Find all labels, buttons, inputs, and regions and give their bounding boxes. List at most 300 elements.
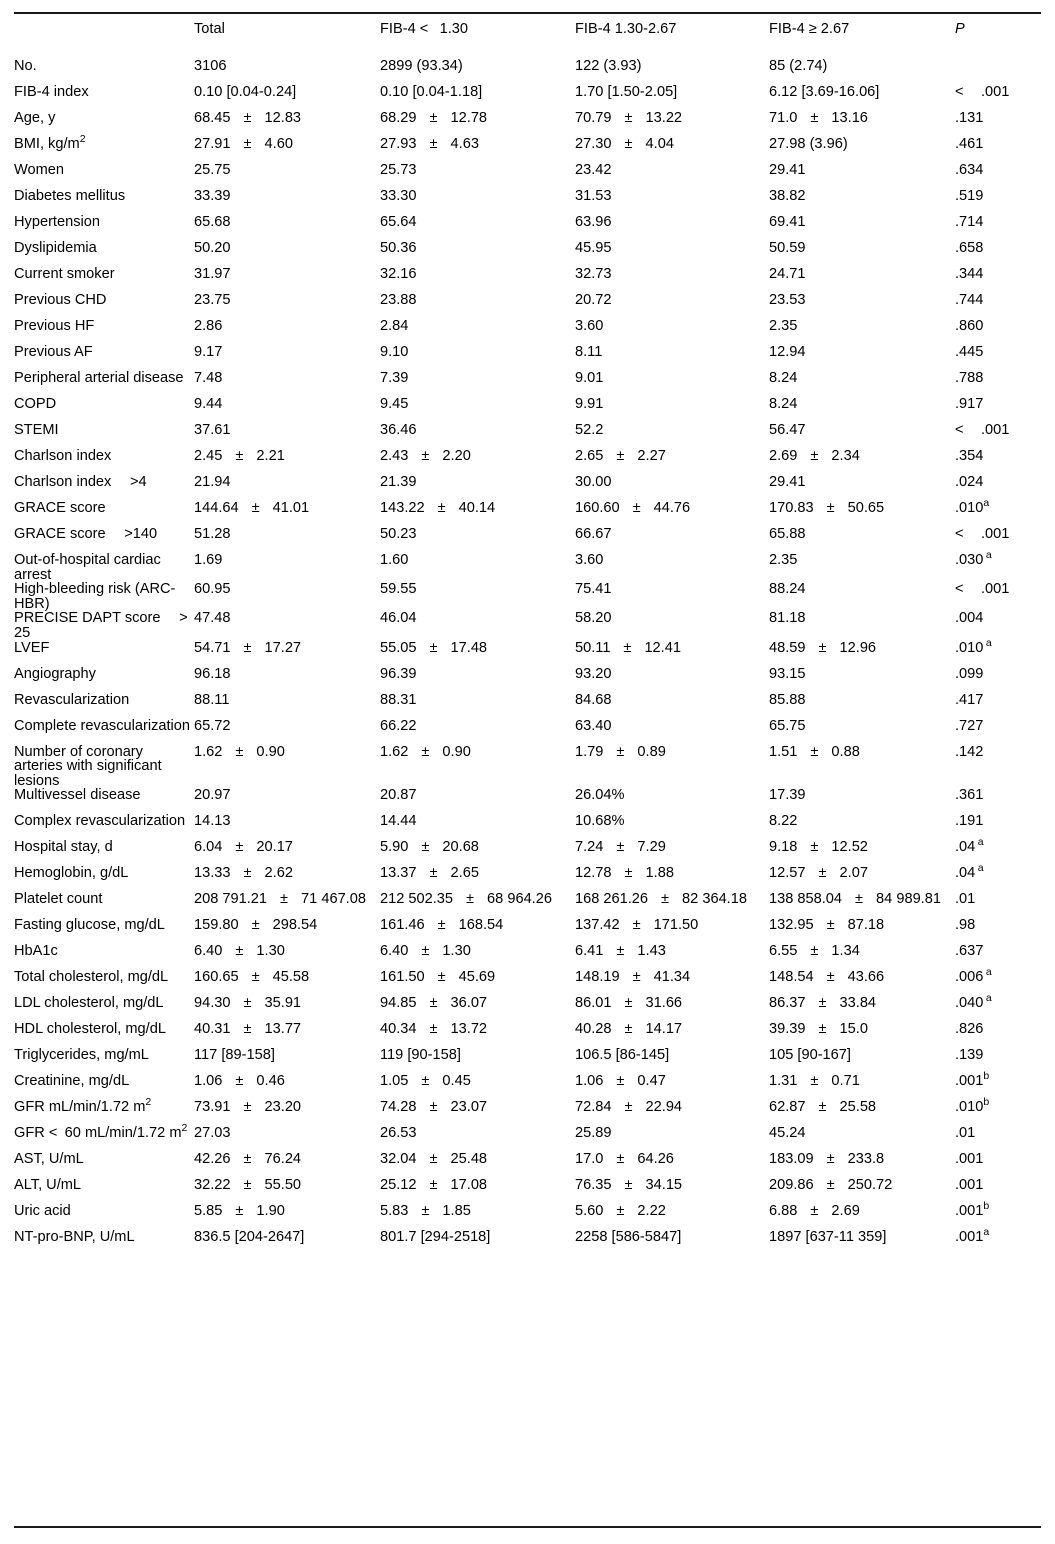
cell-total: 2.45 ± 2.21 [194, 448, 285, 464]
cell-p-value: .354 [955, 448, 984, 464]
table-row [14, 163, 1041, 189]
table-row [14, 59, 1041, 85]
cell-fib4-low: 161.46 ± 168.54 [380, 917, 504, 934]
table-row [14, 1048, 1041, 1074]
table-row [14, 267, 1041, 293]
cell-fib4-mid: 31.53 [575, 188, 612, 204]
cell-fib4-low: 9.45 [380, 396, 409, 412]
cell-fib4-high: 1.31 ± 0.71 [769, 1073, 860, 1090]
column-header-label [14, 22, 194, 59]
row-label: GFR mL/min/1.72 $m^2$ [14, 1096, 152, 1116]
table-row [14, 189, 1041, 215]
cell-fib4-low: 65.64 [380, 214, 417, 230]
row-label: GRACE score [14, 500, 106, 516]
row-label: Platelet count [14, 891, 103, 908]
cell-total: 50.20 [194, 240, 231, 256]
cell-fib4-low: 801.7 [294-2518] [380, 1229, 491, 1246]
cell-fib4-mid: 122 (3.93) [575, 58, 642, 74]
table-row [14, 641, 1041, 667]
cell-total: 60.95 [194, 581, 231, 598]
cell-total: 27.91 ± 4.60 [194, 136, 293, 152]
cell-p-value: .788 [955, 370, 984, 386]
cell-fib4-mid: 20.72 [575, 292, 612, 308]
cell-total: 2.86 [194, 318, 223, 334]
row-label: Multivessel disease [14, 787, 141, 804]
table-row [14, 1152, 1041, 1178]
cell-fib4-high: 2.35 [769, 318, 798, 334]
table-row [14, 319, 1041, 345]
cell-fib4-low: 9.10 [380, 344, 409, 360]
cell-total: 14.13 [194, 813, 231, 830]
row-label: FIB-4 index [14, 84, 89, 100]
cell-total: 65.68 [194, 214, 231, 230]
row-label: Uric acid [14, 1203, 71, 1220]
cell-fib4-mid: 93.20 [575, 665, 612, 682]
cell-p-value: .634 [955, 162, 984, 178]
cell-p-value: .727 [955, 717, 984, 734]
cell-total: 21.94 [194, 474, 231, 490]
row-label: LDL cholesterol, mg/dL [14, 995, 164, 1012]
row-label: PRECISE DAPT score >25 [14, 610, 188, 641]
row-label: Triglycerides, mg/mL [14, 1047, 149, 1064]
cell-total: 144.64 ± 41.01 [194, 500, 310, 516]
row-label: Dyslipidemia [14, 240, 97, 256]
cell-fib4-high: 2.69 ± 2.34 [769, 448, 860, 464]
column-header-fib4-mid: FIB-4 1.30-2.67 [575, 21, 677, 37]
cell-fib4-low: 50.36 [380, 240, 417, 256]
cell-fib4-low: 50.23 [380, 526, 417, 542]
cell-fib4-mid: 1.06 ± 0.47 [575, 1073, 666, 1090]
cell-total: 1.69 [194, 552, 223, 568]
cell-total: 94.30 ± 35.91 [194, 995, 302, 1012]
cell-fib4-mid: 17.0 ± 64.26 [575, 1151, 674, 1168]
cell-fib4-high: 85.88 [769, 691, 806, 708]
row-label: Women [14, 162, 65, 178]
table-row [14, 1126, 1041, 1152]
cell-fib4-high: 86.37 ± 33.84 [769, 995, 877, 1012]
cell-fib4-high: 69.41 [769, 214, 806, 230]
cell-fib4-high: 65.75 [769, 717, 806, 734]
row-label: COPD [14, 396, 57, 412]
cell-fib4-low: 6.40 ± 1.30 [380, 943, 471, 960]
cell-fib4-mid: 58.20 [575, 610, 612, 627]
cell-p-value: .191 [955, 813, 984, 830]
table-row [14, 111, 1041, 137]
cell-total: 836.5 [204-2647] [194, 1229, 305, 1246]
table-row [14, 582, 1041, 611]
column-header-total: Total [194, 21, 225, 37]
table-row [14, 527, 1041, 553]
cell-fib4-mid: 72.84 ± 22.94 [575, 1099, 683, 1116]
cell-fib4-mid: 8.11 [575, 344, 603, 360]
cell-total: 9.17 [194, 344, 223, 360]
cell-fib4-low: 25.12 ± 17.08 [380, 1177, 488, 1194]
cell-p-value: < .001 [955, 422, 1010, 438]
row-label: ALT, U/mL [14, 1177, 82, 1194]
cell-p-value: .445 [955, 344, 984, 360]
table-row [14, 944, 1041, 970]
cell-fib4-low: 143.22 ± 40.14 [380, 500, 496, 516]
cell-fib4-high: 105 [90-167] [769, 1047, 851, 1064]
cell-fib4-mid: 63.40 [575, 717, 612, 734]
cell-total: 32.22 ± 55.50 [194, 1177, 302, 1194]
cell-p-value: .001 [955, 1151, 984, 1168]
cell-total: 117 [89-158] [194, 1047, 275, 1064]
cell-p-value: < .001 [955, 526, 1010, 542]
cell-total: 47.48 [194, 610, 231, 627]
cell-fib4-high: 39.39 ± 15.0 [769, 1021, 868, 1038]
row-label: Complex revascularization [14, 813, 186, 830]
cell-fib4-mid: 168 261.26 ± 82 364.18 [575, 891, 747, 908]
cell-fib4-low: 27.93 ± 4.63 [380, 136, 479, 152]
cell-fib4-high: 81.18 [769, 610, 806, 627]
cell-p-value: .744 [955, 292, 984, 308]
cell-fib4-mid: 40.28 ± 14.17 [575, 1021, 683, 1038]
cell-total: 25.75 [194, 162, 231, 178]
cell-fib4-low: 13.37 ± 2.65 [380, 865, 479, 882]
table-row [14, 814, 1041, 840]
cell-p-value: .826 [955, 1021, 984, 1038]
table-row [14, 345, 1041, 371]
cell-fib4-high: 148.54 ± 43.66 [769, 969, 885, 986]
cell-fib4-low: 14.44 [380, 813, 417, 830]
cell-fib4-high: 8.22 [769, 813, 798, 830]
cell-fib4-high: 6.12 [3.69-16.06] [769, 84, 880, 100]
cell-p-value: .637 [955, 943, 984, 960]
table-row [14, 293, 1041, 319]
row-label: AST, U/mL [14, 1151, 84, 1168]
cell-fib4-low: 5.83 ± 1.85 [380, 1203, 471, 1220]
row-label: STEMI [14, 422, 59, 438]
table-header-row [14, 22, 1041, 59]
table-row [14, 475, 1041, 501]
cell-fib4-high: 65.88 [769, 526, 806, 542]
cell-p-value: .006 $^a$ [955, 966, 992, 986]
cell-p-value: .010$^b$ [955, 1096, 990, 1116]
table-row [14, 85, 1041, 111]
cell-p-value: .004 [955, 610, 984, 627]
cell-fib4-low: 1.62 ± 0.90 [380, 743, 471, 760]
cell-fib4-low: 33.30 [380, 188, 417, 204]
cell-total: 88.11 [194, 691, 230, 708]
cell-p-value: .917 [955, 396, 984, 412]
row-label: Hospital stay, d [14, 839, 113, 856]
table-row [14, 241, 1041, 267]
table-top-rule [14, 12, 1041, 14]
cell-total: 33.39 [194, 188, 231, 204]
row-label: Charlson index [14, 448, 112, 464]
cell-fib4-mid: 106.5 [86-145] [575, 1047, 670, 1064]
cell-fib4-high: 132.95 ± 87.18 [769, 917, 885, 934]
cell-fib4-high: 24.71 [769, 266, 806, 282]
cell-total: 9.44 [194, 396, 223, 412]
cell-p-value: .714 [955, 214, 984, 230]
table-row [14, 423, 1041, 449]
cell-fib4-low: 66.22 [380, 717, 417, 734]
cell-total: 65.72 [194, 717, 231, 734]
cell-total: 5.85 ± 1.90 [194, 1203, 285, 1220]
cell-p-value: .658 [955, 240, 984, 256]
cell-fib4-low: 5.90 ± 20.68 [380, 839, 479, 856]
cell-p-value: .010$^a$ [955, 497, 990, 516]
cell-p-value: .099 [955, 665, 984, 682]
cell-fib4-low: 36.46 [380, 422, 417, 438]
row-label: GFR < 60 mL/min/1.72 $m^2$ [14, 1122, 188, 1142]
cell-fib4-high: 85 (2.74) [769, 58, 828, 74]
cell-fib4-mid: 9.01 [575, 370, 604, 386]
table-row [14, 501, 1041, 527]
cell-p-value: .001 [955, 1177, 984, 1194]
row-label: Age, y [14, 110, 56, 126]
column-header-fib4-high: FIB-4 ≥ 2.67 [769, 21, 850, 37]
table-row [14, 371, 1041, 397]
cell-p-value: .040 $^a$ [955, 992, 992, 1012]
cell-fib4-low: 2.43 ± 2.20 [380, 448, 471, 464]
cell-fib4-mid: 148.19 ± 41.34 [575, 969, 691, 986]
row-label: Charlson index >4 [14, 474, 147, 490]
cell-fib4-mid: 1.70 [1.50-2.05] [575, 84, 678, 100]
cell-p-value: .142 [955, 743, 984, 760]
table-row [14, 840, 1041, 866]
cell-total: 42.26 ± 76.24 [194, 1151, 302, 1168]
row-label: HbA1c [14, 943, 58, 960]
cell-fib4-high: 48.59 ± 12.96 [769, 639, 877, 656]
cell-fib4-low: 40.34 ± 13.72 [380, 1021, 488, 1038]
cell-fib4-high: 138 858.04 ± 84 989.81 [769, 891, 941, 908]
cell-fib4-low: 68.29 ± 12.78 [380, 110, 488, 126]
cell-fib4-mid: 6.41 ± 1.43 [575, 943, 666, 960]
row-label: Hypertension [14, 214, 100, 230]
cell-fib4-mid: 84.68 [575, 691, 612, 708]
cell-fib4-mid: 66.67 [575, 526, 612, 542]
cell-fib4-high: 8.24 [769, 396, 798, 412]
baseline-characteristics-table [14, 22, 1041, 1256]
cell-total: 6.04 ± 20.17 [194, 839, 293, 856]
row-label: Total cholesterol, mg/dL [14, 969, 169, 986]
cell-fib4-mid: 3.60 [575, 318, 604, 334]
cell-fib4-high: 209.86 ± 250.72 [769, 1177, 893, 1194]
cell-fib4-high: 88.24 [769, 581, 806, 598]
table-row [14, 1022, 1041, 1048]
column-header-fib4-low: FIB-4 < 1.30 [380, 21, 469, 37]
cell-fib4-low: 0.10 [0.04-1.18] [380, 84, 483, 100]
cell-fib4-mid: 137.42 ± 171.50 [575, 917, 699, 934]
cell-fib4-mid: 7.24 ± 7.29 [575, 839, 666, 856]
cell-fib4-high: 56.47 [769, 422, 806, 438]
cell-total: 0.10 [0.04-0.24] [194, 84, 297, 100]
cell-p-value: .417 [955, 691, 984, 708]
cell-total: 7.48 [194, 370, 223, 386]
cell-p-value: .04 $^a$ [955, 836, 984, 856]
cell-fib4-mid: 1.79 ± 0.89 [575, 743, 666, 760]
cell-p-value: .344 [955, 266, 984, 282]
cell-fib4-high: 71.0 ± 13.16 [769, 110, 868, 126]
row-label: High-bleeding risk (ARC-HBR) [14, 581, 176, 612]
cell-fib4-low: 2899 (93.34) [380, 58, 463, 74]
cell-fib4-mid: 86.01 ± 31.66 [575, 995, 683, 1012]
cell-fib4-mid: 160.60 ± 44.76 [575, 500, 691, 516]
cell-p-value: .01 [955, 1125, 976, 1142]
cell-fib4-low: 20.87 [380, 787, 417, 804]
table-row [14, 866, 1041, 892]
cell-fib4-mid: 76.35 ± 34.15 [575, 1177, 683, 1194]
cell-fib4-mid: 5.60 ± 2.22 [575, 1203, 666, 1220]
cell-total: 96.18 [194, 665, 231, 682]
row-label: Creatinine, mg/dL [14, 1073, 130, 1090]
cell-fib4-mid: 25.89 [575, 1125, 612, 1142]
row-label: BMI, $kg/m^2$ [14, 133, 86, 152]
cell-fib4-low: 59.55 [380, 581, 417, 598]
cell-total: 20.97 [194, 787, 231, 804]
column-header-p-value: P [955, 21, 965, 37]
cell-fib4-low: 88.31 [380, 691, 417, 708]
row-label: Out-of-hospital cardiac arrest [14, 552, 161, 583]
cell-fib4-high: 62.87 ± 25.58 [769, 1099, 877, 1116]
cell-fib4-high: 23.53 [769, 292, 806, 308]
cell-fib4-mid: 3.60 [575, 552, 604, 568]
cell-p-value: .030 $^a$ [955, 549, 992, 568]
cell-fib4-mid: 2258 [586-5847] [575, 1229, 682, 1246]
cell-fib4-low: 212 502.35 ± 68 964.26 [380, 891, 552, 908]
cell-fib4-mid: 45.95 [575, 240, 612, 256]
cell-total: 40.31 ± 13.77 [194, 1021, 302, 1038]
table-row [14, 970, 1041, 996]
row-label: Current smoker [14, 266, 115, 282]
cell-total: 6.40 ± 1.30 [194, 943, 285, 960]
cell-fib4-high: 2.35 [769, 552, 798, 568]
cell-p-value: .98 [955, 917, 976, 934]
cell-fib4-low: 7.39 [380, 370, 409, 386]
cell-p-value: .361 [955, 787, 984, 804]
cell-fib4-high: 1897 [637-11 359] [769, 1229, 887, 1246]
table-row [14, 745, 1041, 789]
table-row [14, 611, 1041, 640]
row-label: Previous AF [14, 344, 93, 360]
cell-fib4-low: 25.73 [380, 162, 417, 178]
cell-total: 27.03 [194, 1125, 231, 1142]
cell-p-value: .04 $^a$ [955, 862, 984, 882]
cell-fib4-low: 21.39 [380, 474, 417, 490]
cell-p-value: .860 [955, 318, 984, 334]
cell-total: 159.80 ± 298.54 [194, 917, 318, 934]
cell-fib4-high: 93.15 [769, 665, 806, 682]
cell-total: 73.91 ± 23.20 [194, 1099, 302, 1116]
cell-fib4-high: 12.57 ± 2.07 [769, 865, 868, 882]
row-label: No. [14, 58, 37, 74]
cell-fib4-high: 183.09 ± 233.8 [769, 1151, 885, 1168]
table-row [14, 892, 1041, 918]
cell-fib4-high: 9.18 ± 12.52 [769, 839, 868, 856]
table-row [14, 1100, 1041, 1126]
cell-fib4-low: 46.04 [380, 610, 417, 627]
cell-p-value: .024 [955, 474, 984, 490]
cell-fib4-mid: 9.91 [575, 396, 604, 412]
cell-total: 160.65 ± 45.58 [194, 969, 310, 986]
cell-total: 51.28 [194, 526, 231, 542]
cell-fib4-mid: 2.65 ± 2.27 [575, 448, 666, 464]
table-row [14, 1204, 1041, 1230]
cell-total: 54.71 ± 17.27 [194, 639, 302, 656]
cell-fib4-low: 26.53 [380, 1125, 417, 1142]
cell-fib4-high: 170.83 ± 50.65 [769, 500, 885, 516]
cell-fib4-low: 119 [90-158] [380, 1047, 461, 1064]
cell-fib4-low: 1.05 ± 0.45 [380, 1073, 471, 1090]
cell-fib4-mid: 12.78 ± 1.88 [575, 865, 674, 882]
cell-fib4-mid: 23.42 [575, 162, 612, 178]
cell-p-value: < .001 [955, 581, 1010, 598]
cell-fib4-high: 17.39 [769, 787, 806, 804]
cell-total: 37.61 [194, 422, 231, 438]
cell-fib4-high: 1.51 ± 0.88 [769, 743, 860, 760]
cell-total: 1.06 ± 0.46 [194, 1073, 285, 1090]
cell-fib4-high: 38.82 [769, 188, 806, 204]
table-row [14, 137, 1041, 163]
cell-fib4-high: 29.41 [769, 162, 806, 178]
cell-fib4-high: 27.98 (3.96) [769, 136, 848, 152]
cell-fib4-high: 12.94 [769, 344, 806, 360]
table-row [14, 918, 1041, 944]
cell-fib4-low: 96.39 [380, 665, 417, 682]
cell-p-value: < .001 [955, 84, 1010, 100]
row-label: GRACE score >140 [14, 526, 158, 542]
row-label: Fasting glucose, mg/dL [14, 917, 165, 934]
row-label: Previous CHD [14, 292, 107, 308]
table-row [14, 667, 1041, 693]
row-label: Peripheral arterial disease [14, 370, 184, 386]
cell-fib4-mid: 63.96 [575, 214, 612, 230]
table-row [14, 1074, 1041, 1100]
row-label: Diabetes mellitus [14, 188, 126, 204]
table-row [14, 996, 1041, 1022]
table-row [14, 693, 1041, 719]
cell-fib4-high: 8.24 [769, 370, 798, 386]
cell-fib4-high: 6.88 ± 2.69 [769, 1203, 860, 1220]
table-body [14, 59, 1041, 1256]
table-row [14, 553, 1041, 582]
table-row [14, 215, 1041, 241]
cell-fib4-high: 50.59 [769, 240, 806, 256]
table-row [14, 397, 1041, 423]
cell-p-value: .001$^b$ [955, 1200, 990, 1220]
cell-p-value: .01 [955, 891, 976, 908]
cell-fib4-low: 32.04 ± 25.48 [380, 1151, 488, 1168]
cell-fib4-low: 32.16 [380, 266, 417, 282]
cell-fib4-low: 94.85 ± 36.07 [380, 995, 488, 1012]
cell-total: 23.75 [194, 292, 231, 308]
table-row [14, 1178, 1041, 1204]
cell-p-value [955, 59, 1041, 85]
cell-fib4-low: 23.88 [380, 292, 417, 308]
cell-total: 13.33 ± 2.62 [194, 865, 293, 882]
table-row [14, 449, 1041, 475]
cell-fib4-low: 161.50 ± 45.69 [380, 969, 496, 986]
cell-fib4-low: 2.84 [380, 318, 409, 334]
row-label: Angiography [14, 665, 96, 682]
row-label: Revascularization [14, 691, 130, 708]
cell-fib4-mid: 30.00 [575, 474, 612, 490]
cell-fib4-mid: 50.11 ± 12.41 [575, 639, 681, 656]
cell-p-value: .001$^b$ [955, 1070, 990, 1090]
cell-fib4-mid: 26.04% [575, 787, 625, 804]
cell-fib4-mid: 32.73 [575, 266, 612, 282]
cell-p-value: .519 [955, 188, 984, 204]
cell-fib4-low: 74.28 ± 23.07 [380, 1099, 488, 1116]
row-label: HDL cholesterol, mg/dL [14, 1021, 166, 1038]
cell-total: 31.97 [194, 266, 231, 282]
cell-fib4-mid: 10.68% [575, 813, 625, 830]
cell-p-value: .139 [955, 1047, 984, 1064]
table-row [14, 788, 1041, 814]
